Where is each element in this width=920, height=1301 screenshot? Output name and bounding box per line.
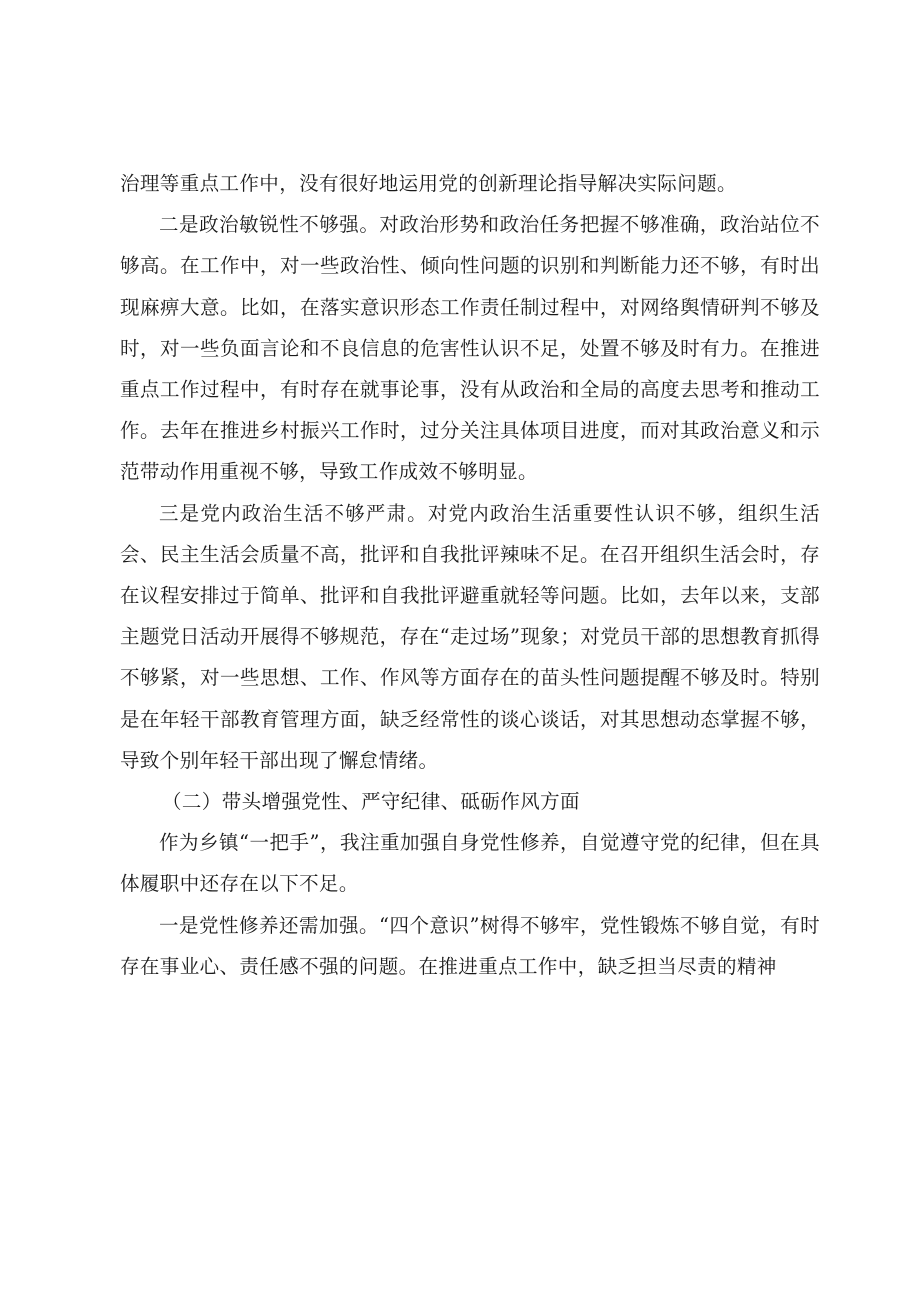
paragraph-intro: 作为乡镇“一把手”，我注重加强自身党性修养，自觉遵守党的纪律，但在具体履职中还存在以下不足。 — [120, 831, 820, 896]
section-heading: （二）带头增强党性、严守纪律、砥砺作风方面 — [162, 790, 580, 814]
paragraph-political-sensitivity: 二是政治敏锐性不够强。对政治形势和政治任务把握不够准确，政治站位不够高。在工作中，对一些政治性、倾向性问题的识别和判断能力还不够，有时出现麻痹大意。比如，在落实意识形态工作责任制过程中，对网络舆情研判不够及时，对一些负面言论和不良信息的危害性认识不足，处置不够及时有力。在推进重点工作过程中，有时存在就事论事，没有从政治和全局的高度去思考和推动工作。去年在推进乡村振兴工作时，过分关注具体项目进度，而对其政治意义和示范带动作用重视不够，导致工作成效不够明显。 — [120, 213, 820, 484]
paragraph-party-spirit: 一是党性修养还需加强。“四个意识”树得不够牢，党性锻炼不够自觉，有时存在事业心、责任感不强的问题。在推进重点工作中，缺乏担当尽责的精神 — [120, 913, 820, 978]
paragraph-party-political-life: 三是党内政治生活不够严肃。对党内政治生活重要性认识不够，组织生活会、民主生活会质量不高，批评和自我批评辣味不足。在召开组织生活会时，存在议程安排过于简单、批评和自我批评避重就轻等问题。比如，去年以来，支部主题党日活动开展得不够规范，存在“走过场”现象；对党员干部的思想教育抓得不够紧，对一些思想、工作、作风等方面存在的苗头性问题提醒不够及时。特别是在年轻干部教育管理方面，缺乏经常性的谈心谈话，对其思想动态掌握不够，导致个别年轻干部出现了懈怠情绪。 — [120, 501, 820, 772]
document-body — [120, 163, 820, 987]
paragraph-continued: 治理等重点工作中，没有很好地运用党的创新理论指导解决实际问题。 — [120, 172, 737, 195]
